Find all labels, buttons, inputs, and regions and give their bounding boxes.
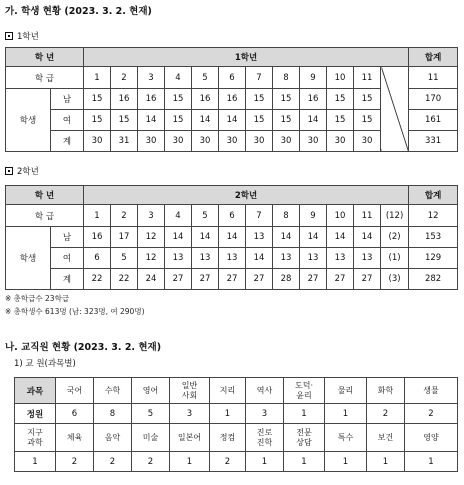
grade2-class-cell: 7 (246, 205, 273, 227)
grade1-cell: 15 (246, 110, 273, 131)
subject-cell: 물리 (325, 378, 367, 404)
grade2-cell: 13 (246, 227, 273, 248)
subject-cell: 음악 (94, 424, 132, 452)
quota-cell: 1 (246, 452, 284, 472)
subject-cell: 특수 (325, 424, 367, 452)
grade2-cell: 27 (192, 269, 219, 290)
grade1-cell: 30 (246, 131, 273, 152)
quota-cell: 1 (405, 452, 458, 472)
grade2-class-total: 12 (409, 205, 458, 227)
grade1-table (5, 47, 458, 152)
grade1-class-cell: 10 (327, 67, 354, 89)
section-a-title: 가. 학생 현황 (2023. 3. 2. 현재) (5, 6, 152, 17)
quota-cell: 2 (367, 404, 405, 424)
subject-header: 과목 (15, 378, 56, 404)
grade1-row-total: 161 (409, 110, 458, 131)
grade2-class-cell: 8 (273, 205, 300, 227)
grade2-cell: 17 (111, 227, 138, 248)
grade2-cell: 27 (219, 269, 246, 290)
grade2-row-total: 129 (409, 248, 458, 269)
grade2-class-cell: 6 (219, 205, 246, 227)
staff-table (14, 377, 458, 472)
grade2-cell: 14 (246, 248, 273, 269)
grade1-heading-text: 1학년 (17, 32, 39, 42)
grade1-total-label: 합계 (409, 48, 458, 67)
grade2-class-cell: 11 (354, 205, 381, 227)
grade1-cell: 15 (246, 89, 273, 110)
grade2-cell: 13 (300, 248, 327, 269)
subject-cell: 영양 (405, 424, 458, 452)
grade2-cell: 14 (192, 227, 219, 248)
grade1-class-cell: 3 (138, 67, 165, 89)
grade2-class-cell: 10 (327, 205, 354, 227)
grade1-cell: 30 (273, 131, 300, 152)
grade2-row-label: 남 (51, 227, 84, 248)
grade1-cell: 15 (273, 89, 300, 110)
grade2-cell: 14 (354, 227, 381, 248)
quota-cell: 1 (367, 452, 405, 472)
square-bullet-icon (5, 32, 13, 40)
grade2-cell: 27 (327, 269, 354, 290)
grade1-grade-label: 1학년 (84, 48, 409, 67)
quota-cell: 1 (15, 452, 56, 472)
quota-cell: 1 (284, 452, 325, 472)
grade2-class-cell: 9 (300, 205, 327, 227)
quota-cell: 1 (170, 452, 210, 472)
subject-cell: 전문 상담 (284, 424, 325, 452)
grade2-cell: (1) (381, 248, 409, 269)
grade1-cell: 14 (192, 110, 219, 131)
grade2-cell: 24 (138, 269, 165, 290)
grade1-diagonal-cell (381, 67, 409, 152)
subject-cell: 정컴 (210, 424, 246, 452)
grade2-cell: 28 (273, 269, 300, 290)
grade1-cell: 15 (165, 110, 192, 131)
grade2-cell: 13 (165, 248, 192, 269)
grade1-cell: 15 (111, 110, 138, 131)
quota-header: 정원 (15, 404, 56, 424)
square-bullet-icon (5, 167, 13, 175)
grade2-class-cell: 3 (138, 205, 165, 227)
grade2-cell: 14 (273, 227, 300, 248)
grade2-cell: 13 (354, 248, 381, 269)
quota-cell: 8 (94, 404, 132, 424)
grade2-row-total: 282 (409, 269, 458, 290)
grade1-cell: 30 (219, 131, 246, 152)
grade1-cell: 15 (327, 110, 354, 131)
grade2-cell: 27 (300, 269, 327, 290)
grade1-cell: 15 (354, 110, 381, 131)
grade1-cell: 30 (327, 131, 354, 152)
grade2-heading (5, 165, 39, 177)
grade1-cell: 16 (192, 89, 219, 110)
grade2-grade-label: 2학년 (84, 186, 409, 205)
grade1-cell: 30 (138, 131, 165, 152)
grade2-cell: 5 (111, 248, 138, 269)
grade2-cell: 6 (84, 248, 111, 269)
grade1-row-total: 170 (409, 89, 458, 110)
grade1-class-cell: 9 (300, 67, 327, 89)
grade2-cell: 14 (219, 227, 246, 248)
grade1-cell: 15 (84, 110, 111, 131)
quota-cell: 5 (132, 404, 170, 424)
note-total-students: ※ 총학생수 613명 (남: 323명, 여 290명) (5, 307, 145, 316)
grade2-cell: 14 (165, 227, 192, 248)
grade1-cell: 15 (327, 89, 354, 110)
grade2-class-cell: 1 (84, 205, 111, 227)
grade2-total-label: 합계 (409, 186, 458, 205)
subject-cell: 체육 (56, 424, 94, 452)
grade1-cell: 14 (138, 110, 165, 131)
grade1-row-label: 계 (51, 131, 84, 152)
grade2-student-label: 학생 (6, 227, 51, 290)
grade1-col-label: 학 년 (6, 48, 84, 67)
grade2-cell: (2) (381, 227, 409, 248)
grade1-cell: 15 (273, 110, 300, 131)
grade2-row-label: 계 (51, 269, 84, 290)
grade1-cell: 14 (300, 110, 327, 131)
subject-cell: 국어 (56, 378, 94, 404)
grade1-cell: 15 (354, 89, 381, 110)
quota-cell: 2 (405, 404, 458, 424)
grade1-cell: 30 (192, 131, 219, 152)
grade2-cell: 13 (192, 248, 219, 269)
grade1-student-label: 학생 (6, 89, 51, 152)
grade1-cell: 30 (300, 131, 327, 152)
subject-cell: 일반 사회 (170, 378, 210, 404)
grade1-row-total: 331 (409, 131, 458, 152)
grade1-cell: 30 (354, 131, 381, 152)
grade1-class-cell: 2 (111, 67, 138, 89)
grade2-class-cell: 5 (192, 205, 219, 227)
subject-cell: 보건 (367, 424, 405, 452)
subject-cell: 화학 (367, 378, 405, 404)
quota-cell: 1 (325, 404, 367, 424)
grade2-cell: 13 (219, 248, 246, 269)
subject-cell: 생물 (405, 378, 458, 404)
grade1-class-cell: 8 (273, 67, 300, 89)
quota-cell: 1 (325, 452, 367, 472)
grade1-cell: 30 (165, 131, 192, 152)
grade2-cell: 13 (327, 248, 354, 269)
grade1-class-label: 학 급 (6, 67, 84, 89)
grade1-row-label: 여 (51, 110, 84, 131)
grade1-cell: 16 (300, 89, 327, 110)
grade2-cell: 27 (165, 269, 192, 290)
grade2-class-cell: (12) (381, 205, 409, 227)
subject-cell: 도덕· 윤리 (284, 378, 325, 404)
subject-cell: 지구 과학 (15, 424, 56, 452)
grade1-cell: 15 (165, 89, 192, 110)
grade1-cell: 30 (84, 131, 111, 152)
subject-cell: 미술 (132, 424, 170, 452)
grade2-cell: 27 (246, 269, 273, 290)
grade2-cell: 22 (111, 269, 138, 290)
quota-cell: 1 (284, 404, 325, 424)
grade2-heading-text: 2학년 (17, 167, 39, 177)
section-b-subtitle: 1) 교 원(과목별) (14, 359, 76, 369)
grade1-cell: 14 (219, 110, 246, 131)
grade2-cell: 14 (300, 227, 327, 248)
subject-cell: 지리 (210, 378, 246, 404)
quota-cell: 2 (132, 452, 170, 472)
grade2-table (5, 185, 458, 290)
grade1-class-cell: 7 (246, 67, 273, 89)
grade2-class-cell: 4 (165, 205, 192, 227)
grade2-cell: (3) (381, 269, 409, 290)
grade2-cell: 12 (138, 227, 165, 248)
grade1-cell: 15 (84, 89, 111, 110)
grade2-cell: 14 (327, 227, 354, 248)
grade2-cell: 16 (84, 227, 111, 248)
section-b-title: 나. 교직원 현황 (2023. 3. 2. 현재) (5, 342, 162, 353)
quota-cell: 2 (56, 452, 94, 472)
grade1-class-cell: 1 (84, 67, 111, 89)
grade2-row-label: 여 (51, 248, 84, 269)
grade1-cell: 16 (111, 89, 138, 110)
quota-cell: 1 (210, 404, 246, 424)
subject-cell: 영어 (132, 378, 170, 404)
note-total-classes: ※ 총학급수 23학급 (5, 294, 70, 303)
subject-cell: 수학 (94, 378, 132, 404)
grade1-class-cell: 11 (354, 67, 381, 89)
quota-cell: 2 (94, 452, 132, 472)
grade1-class-cell: 5 (192, 67, 219, 89)
grade2-cell: 13 (273, 248, 300, 269)
grade2-class-label: 학 급 (6, 205, 84, 227)
grade2-col-label: 학 년 (6, 186, 84, 205)
subject-cell: 역사 (246, 378, 284, 404)
quota-cell: 3 (246, 404, 284, 424)
grade1-heading (5, 30, 39, 42)
quota-cell: 2 (210, 452, 246, 472)
grade1-class-cell: 4 (165, 67, 192, 89)
grade1-class-cell: 6 (219, 67, 246, 89)
grade1-cell: 31 (111, 131, 138, 152)
subject-cell: 일본어 (170, 424, 210, 452)
quota-cell: 3 (170, 404, 210, 424)
grade2-row-total: 153 (409, 227, 458, 248)
quota-cell: 6 (56, 404, 94, 424)
grade1-cell: 16 (138, 89, 165, 110)
subject-cell: 진로 진학 (246, 424, 284, 452)
grade1-class-total: 11 (409, 67, 458, 89)
grade2-class-cell: 2 (111, 205, 138, 227)
grade2-cell: 12 (138, 248, 165, 269)
grade2-cell: 27 (354, 269, 381, 290)
grade1-row-label: 남 (51, 89, 84, 110)
grade2-cell: 22 (84, 269, 111, 290)
grade1-cell: 16 (219, 89, 246, 110)
